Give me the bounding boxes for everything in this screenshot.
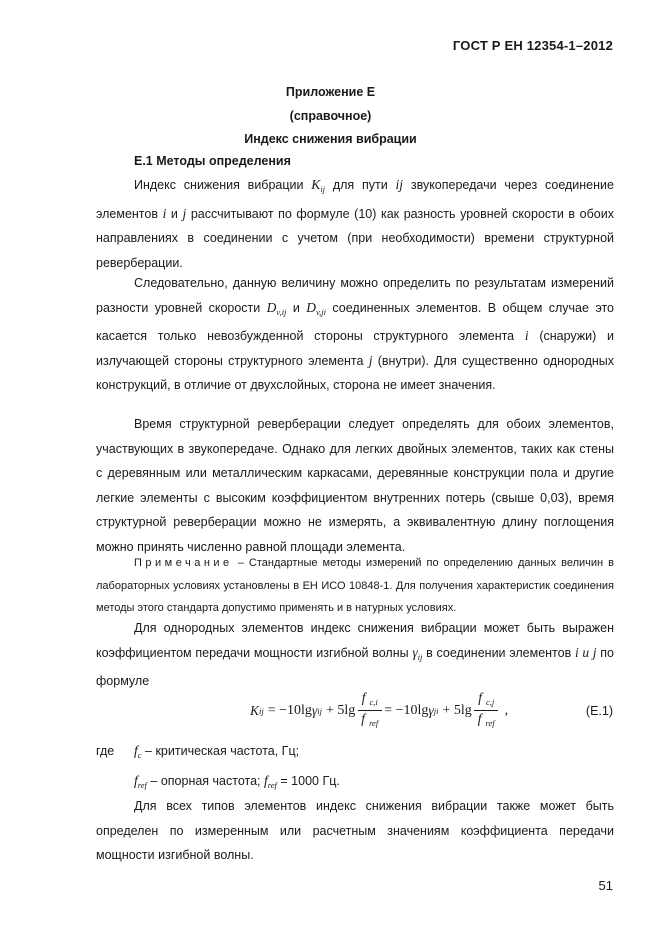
frac2-den: f <box>477 711 482 726</box>
formula-gamma1: γ <box>311 702 318 718</box>
d1-symbol: D <box>266 299 277 315</box>
note-text: – Стандартные методы измерений по определению данных величин в лабораторных условиях установлены в ЕН ИСО 10848-1. Для получения характеристик соединения методы этого стандарта допустимо применять и в натурных условиях. <box>96 557 614 614</box>
appendix-subject: Индекс снижения вибрации <box>244 132 417 146</box>
paragraph-4 <box>96 616 614 694</box>
fref2-symbol: f <box>264 773 268 788</box>
frac2-num: f <box>478 690 482 705</box>
p3-text: Время структурной реверберации следует определять для обоих элементов, участвующих в звукопередаче. Однако для легких двойных элементов, таких как стены с деревянным или металлическим каркасами, деревянные конструкции пола и другие легкие элементы с высоким коэффициентом внутренних потерь (свыше 0,03), время структурной реверберации можно не измерять, а эквивалентную длину поглощения можно принять численно равной площади элемента. <box>96 417 614 554</box>
j-symbol: j <box>182 205 187 221</box>
paragraph-5 <box>96 794 614 868</box>
gamma-subscript: ij <box>417 651 423 662</box>
d2-subscript: v,ji <box>315 306 326 317</box>
formula-gamma2: γ <box>428 702 434 718</box>
formula-lhs-sub: ij <box>259 705 264 716</box>
ij-symbol: ij <box>395 177 404 192</box>
p2-text-c: (снаружи) и излучающей стороны структурного элемента <box>96 329 614 368</box>
note-label: Примечание <box>134 557 233 569</box>
fraction-1 <box>357 690 382 731</box>
frac2-num-sub: c,j <box>485 697 495 707</box>
where-label: где <box>96 744 115 758</box>
appendix-type: (справочное) <box>289 109 372 123</box>
p4-text-a: Для однородных элементов индекс снижения вибрации может быть выражен коэффициентом передачи мощности изгибной волны <box>96 621 614 660</box>
d2-symbol: D <box>306 299 316 315</box>
p1-text-a: Индекс снижения вибрации <box>134 178 304 192</box>
p2-text-d: (внутри). Для существенно однородных конструкций, в отличие от двухслойных, сторона не имеет значения. <box>96 353 615 393</box>
fc-symbol: f <box>134 743 138 758</box>
definitions <box>96 738 340 798</box>
formula-gamma2-sub: ji <box>433 705 439 716</box>
p1-text-d: рассчитывают по формуле (10) как разность уровней скорости в обоих направлениях в соединении с учетом (при необходимости) времени структурной реверберации. <box>96 206 614 270</box>
i-symbol: i <box>162 205 167 221</box>
i-symbol: i <box>524 328 529 344</box>
p1-and: и <box>170 206 178 221</box>
section-heading: Е.1 Методы определения <box>134 154 291 168</box>
definition-fc <box>96 738 340 768</box>
formula-plus1: + 5lg <box>326 702 356 718</box>
fref-description: – опорная частота; <box>150 774 261 788</box>
fraction-2 <box>474 690 499 731</box>
p2-and: и <box>292 300 300 315</box>
paragraph-2 <box>96 271 614 398</box>
formula-tail: , <box>504 702 509 718</box>
formula-eq2: = −10lg <box>384 702 429 718</box>
ij-symbols: i и j <box>574 644 597 660</box>
page-number: 51 <box>598 878 613 893</box>
frac1-num-sub: c,i <box>369 697 378 707</box>
formula-gamma1-sub: ij <box>317 705 322 716</box>
equation-number: (Е.1) <box>585 704 613 718</box>
appendix-title: Приложение Е <box>285 85 376 99</box>
d1-subscript: v,ij <box>276 306 287 317</box>
paragraph-3 <box>96 412 614 560</box>
gamma-symbol: γ <box>412 644 418 660</box>
formula-eq1: = −10lg <box>267 702 312 718</box>
p2-text-a: Следовательно, данную величину можно определить по результатам измерений разности уровней скорости <box>96 276 614 315</box>
k-subscript: ij <box>320 184 326 194</box>
p4-text-b: в соединении элементов <box>426 645 572 660</box>
p2-text-b: соединенных элементов. В общем случае это касается только невозбужденной стороны структурного элемента <box>96 300 614 344</box>
note-block <box>96 552 614 620</box>
p1-text-b: для пути <box>332 178 388 192</box>
frac1-den-sub: ref <box>369 718 379 728</box>
fref2-subscript: ref <box>267 780 277 790</box>
formula-e1 <box>250 690 508 731</box>
fc-subscript: c <box>137 750 142 760</box>
fc-description: – критическая частота, Гц; <box>145 744 300 758</box>
document-standard-header: ГОСТ Р ЕН 12354-1–2012 <box>452 38 613 53</box>
p1-text-c: звукопередачи через соединение элементов <box>96 178 614 221</box>
j-symbol: j <box>368 352 373 368</box>
p4-text-c: по формуле <box>96 645 614 689</box>
fref-subscript: ref <box>137 780 147 790</box>
formula-lhs: K <box>250 702 260 718</box>
formula-plus2: + 5lg <box>442 702 472 718</box>
frac1-den: f <box>361 711 366 726</box>
paragraph-1 <box>96 173 614 275</box>
fref-value: = 1000 Гц. <box>280 774 340 788</box>
k-symbol: K <box>311 177 321 192</box>
fref-symbol: f <box>134 773 138 788</box>
p5-text: Для всех типов элементов индекс снижения вибрации также может быть определен по измеренным или расчетным значениям коэффициента передачи мощности изгибной волны. <box>96 799 614 863</box>
frac2-den-sub: ref <box>485 718 495 728</box>
frac1-num: f <box>361 690 366 705</box>
